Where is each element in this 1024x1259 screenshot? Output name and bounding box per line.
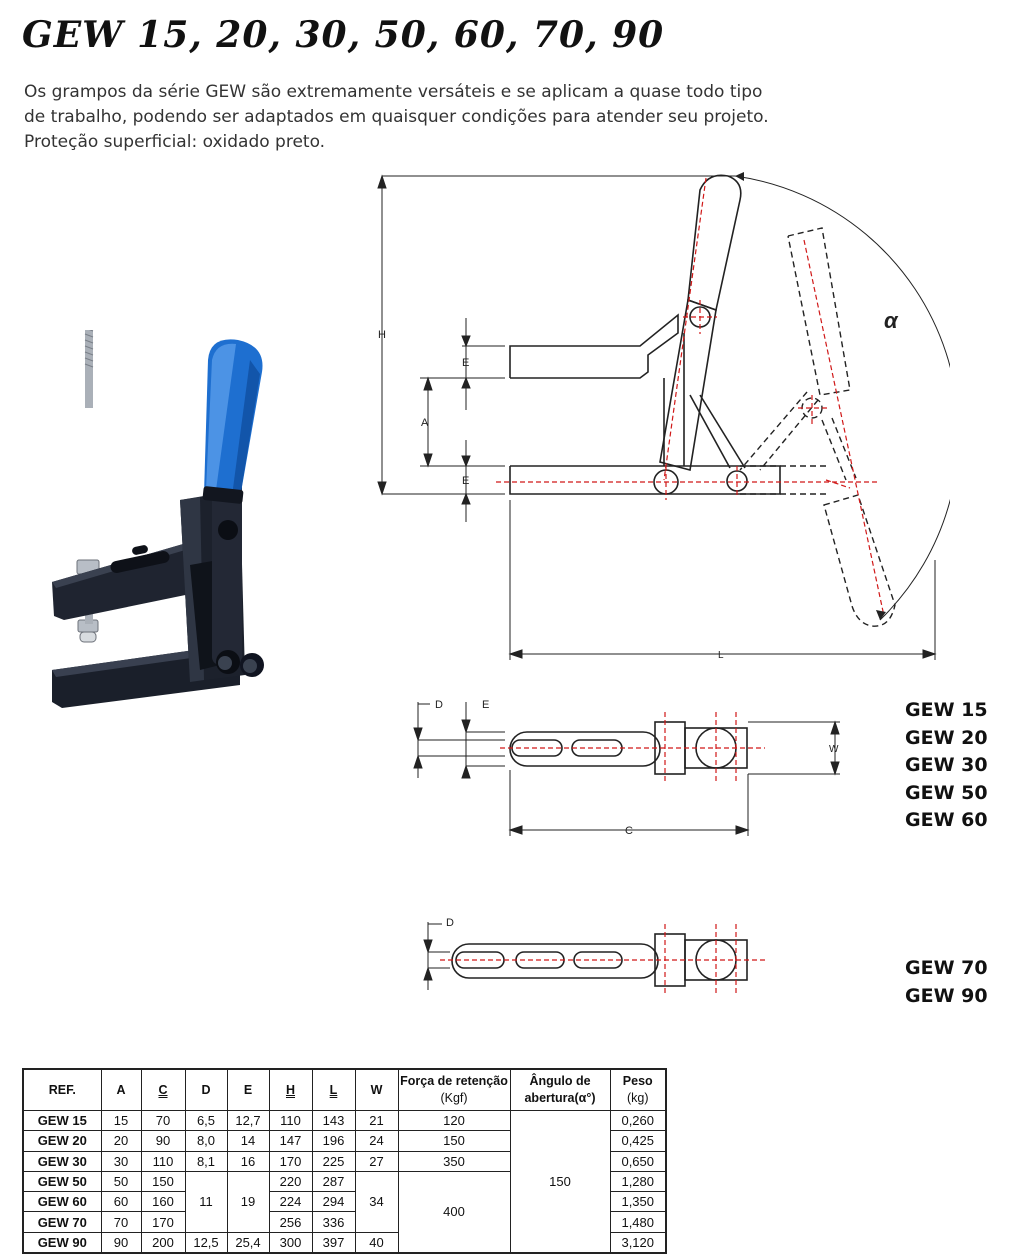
cell-l: 294 (312, 1192, 355, 1212)
cell-h: 170 (269, 1151, 312, 1171)
cell-d: 12,5 (185, 1232, 227, 1253)
cell-e: 14 (227, 1131, 269, 1151)
cell-e: 16 (227, 1151, 269, 1171)
cell-l: 397 (312, 1232, 355, 1253)
model-label: GEW 30 (905, 754, 988, 776)
cell-a: 90 (101, 1232, 141, 1253)
header-angle: Ângulo de abertura(α°) (510, 1069, 610, 1111)
model-label: GEW 15 (905, 699, 988, 721)
cell-c: 70 (141, 1111, 185, 1131)
cell-h: 147 (269, 1131, 312, 1151)
cell-force-merged: 400 (398, 1171, 510, 1253)
cell-h: 110 (269, 1111, 312, 1131)
cell-w: 40 (355, 1232, 398, 1253)
header-weight: Peso (kg) (610, 1069, 666, 1111)
product-photo (40, 330, 280, 720)
cell-ref: GEW 15 (23, 1111, 101, 1131)
cell-h: 256 (269, 1212, 312, 1232)
cell-d: 8,1 (185, 1151, 227, 1171)
dim-label-e-top: E (462, 357, 470, 369)
table-header-row (23, 1069, 666, 1111)
cell-e: 12,7 (227, 1111, 269, 1131)
header-a: A (101, 1069, 141, 1111)
cell-weight: 0,650 (610, 1151, 666, 1171)
dim-label-alpha: α (884, 308, 898, 333)
cell-ref: GEW 60 (23, 1192, 101, 1212)
cell-weight: 1,350 (610, 1192, 666, 1212)
cell-a: 15 (101, 1111, 141, 1131)
cell-weight: 1,280 (610, 1171, 666, 1191)
cell-w: 24 (355, 1131, 398, 1151)
cell-h: 220 (269, 1171, 312, 1191)
cell-l: 196 (312, 1131, 355, 1151)
cell-l: 336 (312, 1212, 355, 1232)
side-view-drawing (370, 160, 950, 670)
cell-a: 20 (101, 1131, 141, 1151)
cell-e: 25,4 (227, 1232, 269, 1253)
dim-label-w: W (829, 744, 839, 755)
header-c: C (141, 1069, 185, 1111)
cell-l: 225 (312, 1151, 355, 1171)
cell-c: 90 (141, 1131, 185, 1151)
header-w: W (355, 1069, 398, 1111)
page-title: GEW 15, 20, 30, 50, 60, 70, 90 (22, 14, 665, 56)
plan-view-drawing-a (405, 690, 845, 840)
cell-a: 60 (101, 1192, 141, 1212)
cell-force: 120 (398, 1111, 510, 1131)
dim-label-l: L (718, 650, 724, 661)
base-bar-outline (510, 466, 780, 494)
dim-label-h: H (378, 329, 386, 341)
plan-view-drawing-b (405, 910, 775, 1000)
handle-closed-outline (688, 175, 741, 310)
cell-e-merged: 19 (227, 1171, 269, 1232)
cell-ref: GEW 70 (23, 1212, 101, 1232)
model-label: GEW 60 (905, 809, 988, 831)
cell-d: 8,0 (185, 1131, 227, 1151)
cell-ref: GEW 30 (23, 1151, 101, 1171)
dim-label-a: A (421, 417, 429, 429)
model-label: GEW 20 (905, 726, 988, 749)
intro-line-1: Os grampos da série GEW são extremamente versáteis e se aplicam a quase todo tipo (24, 82, 763, 102)
header-e: E (227, 1069, 269, 1111)
cell-w: 27 (355, 1151, 398, 1171)
cell-l: 287 (312, 1171, 355, 1191)
cell-c: 160 (141, 1192, 185, 1212)
cell-h: 300 (269, 1232, 312, 1253)
dim-label-e-bottom: E (462, 475, 470, 487)
cell-ref: GEW 50 (23, 1171, 101, 1191)
cell-c: 170 (141, 1212, 185, 1232)
cell-a: 70 (101, 1212, 141, 1232)
header-l: L (312, 1069, 355, 1111)
cell-force: 350 (398, 1151, 510, 1171)
cell-l: 143 (312, 1111, 355, 1131)
cell-weight: 0,260 (610, 1111, 666, 1131)
handle-open-outline (740, 228, 895, 626)
cell-weight: 3,120 (610, 1232, 666, 1253)
header-ref: REF. (23, 1069, 101, 1111)
cell-w: 21 (355, 1111, 398, 1131)
cell-ref: GEW 90 (23, 1232, 101, 1253)
header-force: Força de retenção (Kgf) (398, 1069, 510, 1111)
specifications-table (22, 1068, 667, 1254)
dim-label-d-plan-a: D (435, 699, 443, 711)
cell-d-merged: 11 (185, 1171, 227, 1232)
cell-a: 50 (101, 1171, 141, 1191)
cell-force: 150 (398, 1131, 510, 1151)
dim-label-e-plan: E (482, 699, 490, 711)
cell-c: 110 (141, 1151, 185, 1171)
clamp-body-image (52, 480, 264, 708)
dim-label-d-plan-b: D (446, 917, 454, 929)
table-row (23, 1111, 666, 1131)
model-list-a (905, 697, 988, 835)
upper-arm-outline (510, 315, 678, 378)
model-list-b (905, 955, 988, 1010)
intro-text (24, 80, 769, 155)
cell-d: 6,5 (185, 1111, 227, 1131)
cell-angle-merged: 150 (510, 1111, 610, 1254)
model-label: GEW 50 (905, 781, 988, 804)
blue-handle-image (202, 339, 262, 504)
cell-c: 150 (141, 1171, 185, 1191)
cell-h: 224 (269, 1192, 312, 1212)
dim-label-c: C (625, 825, 633, 837)
cell-w-merged: 34 (355, 1171, 398, 1232)
intro-line-3: Proteção superficial: oxidado preto. (24, 132, 326, 152)
model-label: GEW 70 (905, 957, 988, 979)
cell-weight: 0,425 (610, 1131, 666, 1151)
header-h: H (269, 1069, 312, 1111)
cell-c: 200 (141, 1232, 185, 1253)
model-label: GEW 90 (905, 984, 988, 1007)
cell-ref: GEW 20 (23, 1131, 101, 1151)
cell-a: 30 (101, 1151, 141, 1171)
cell-weight: 1,480 (610, 1212, 666, 1232)
header-d: D (185, 1069, 227, 1111)
intro-line-2: de trabalho, podendo ser adaptados em quaisquer condições para atender seu projeto. (24, 107, 769, 127)
